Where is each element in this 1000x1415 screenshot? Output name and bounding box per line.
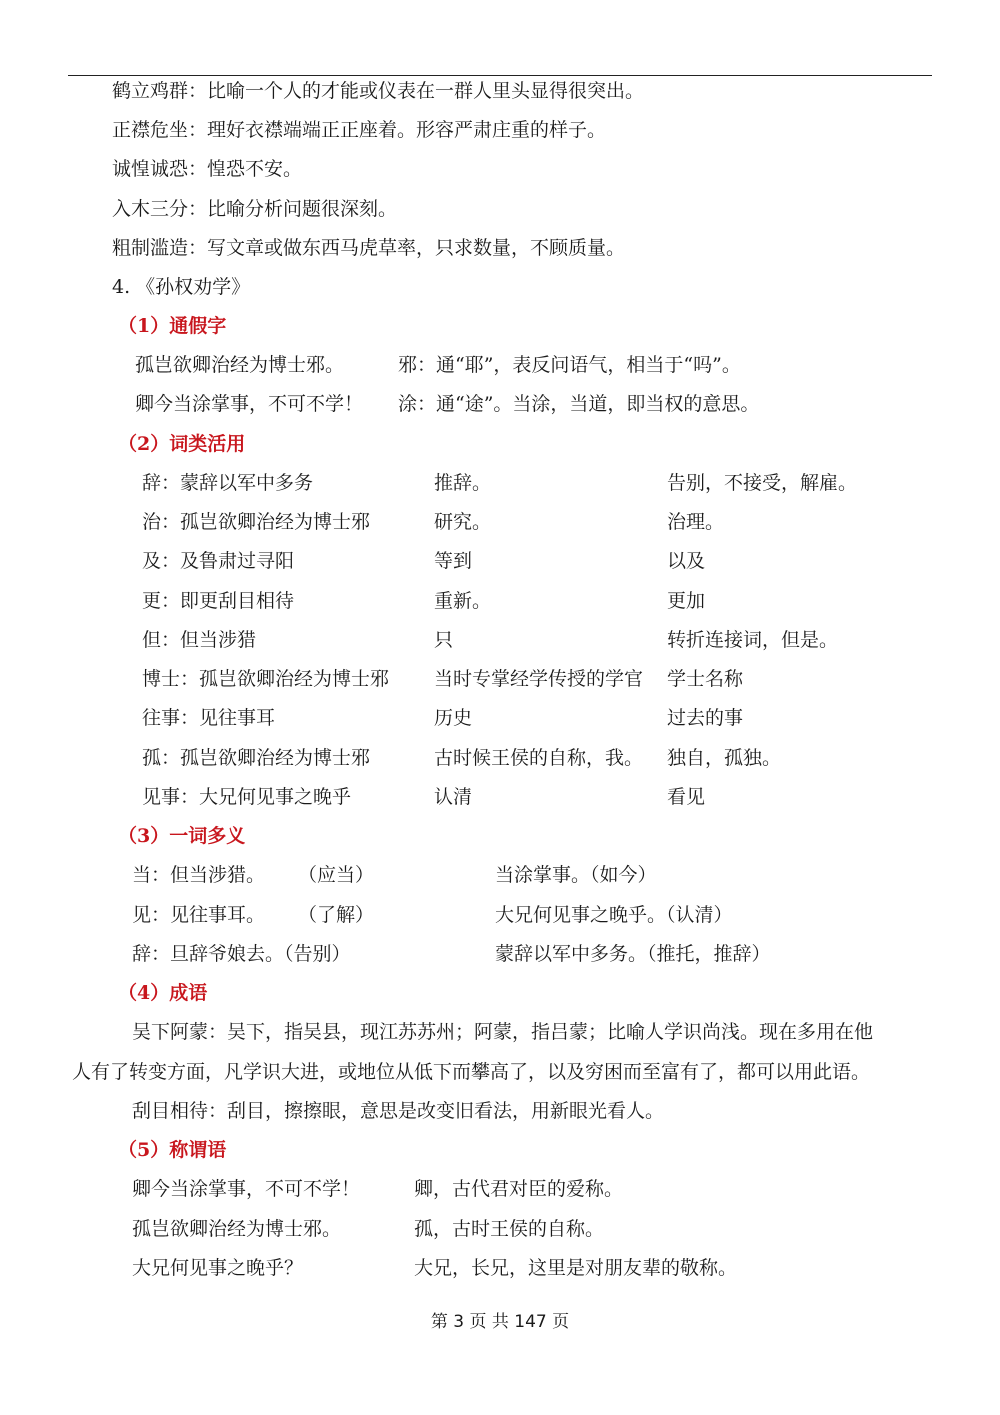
cilei-meaning-old: 转折连接词，但是。 <box>667 629 839 651</box>
idiom-line: 鹤立鸡群：比喻一个人的才能或仪表在一群人里头显得很突出。 <box>112 80 645 102</box>
chengyu-line: 吴下阿蒙：吴下，指吴县，现江苏苏州；阿蒙，指吕蒙；比喻人学识尚浅。现在多用在他 <box>132 1021 874 1043</box>
cilei-meaning-now: 研究。 <box>434 511 492 533</box>
cilei-word: 及：及鲁肃过寻阳 <box>142 550 295 572</box>
cilei-meaning-old: 治理。 <box>667 511 725 533</box>
heading-tongjia: （1）通假字 <box>118 315 227 337</box>
cilei-meaning-old: 看见 <box>667 786 706 808</box>
yici-example-b: 当涂掌事。（如今） <box>495 864 657 886</box>
cilei-meaning-now: 只 <box>434 629 454 651</box>
cilei-meaning-now: 等到 <box>434 550 473 572</box>
yici-example: 辞：旦辞爷娘去。（告别） <box>132 943 351 965</box>
cilei-meaning-old: 以及 <box>667 550 706 572</box>
section-title: 4. 《孙权劝学》 <box>112 276 251 298</box>
idiom-line: 入木三分：比喻分析问题很深刻。 <box>112 198 398 220</box>
cilei-word: 治：孤岂欲卿治经为博士邪 <box>142 511 371 533</box>
cilei-meaning-now: 历史 <box>434 707 473 729</box>
heading-cilei: （2）词类活用 <box>118 433 246 455</box>
chengyu-line: 刮目相待：刮目，擦擦眼，意思是改变旧看法，用新眼光看人。 <box>132 1100 665 1122</box>
heading-chengwei: （5）称谓语 <box>118 1139 227 1161</box>
yici-example: 见：见往事耳。 <box>132 904 266 926</box>
tongjia-note: 邪：通“耶”，表反问语气，相当于“吗”。 <box>398 354 741 376</box>
cilei-meaning-old: 独自，孤独。 <box>667 747 782 769</box>
cilei-word: 更：即更刮目相待 <box>142 590 295 612</box>
yici-example-b: 大兄何见事之晚乎。（认清） <box>495 904 733 926</box>
cilei-meaning-now: 重新。 <box>434 590 492 612</box>
header-rule <box>68 75 932 76</box>
yici-example-b: 蒙辞以军中多务。（推托，推辞） <box>495 943 771 965</box>
cilei-meaning-now: 推辞。 <box>434 472 492 494</box>
tongjia-sentence: 卿今当涂掌事，不可不学！ <box>135 393 364 415</box>
cilei-word: 往事：见往事耳 <box>142 707 276 729</box>
tongjia-sentence: 孤岂欲卿治经为博士邪。 <box>135 354 345 376</box>
heading-chengyu: （4）成语 <box>118 982 208 1004</box>
cilei-word: 孤：孤岂欲卿治经为博士邪 <box>142 747 371 769</box>
cilei-word: 博士：孤岂欲卿治经为博士邪 <box>142 668 390 690</box>
cilei-meaning-old: 告别，不接受，解雇。 <box>667 472 858 494</box>
cilei-word: 但：但当涉猎 <box>142 629 257 651</box>
chengwei-sentence: 卿今当涂掌事，不可不学！ <box>132 1178 361 1200</box>
page-number: 第 3 页 共 147 页 <box>430 1312 570 1332</box>
heading-yici: （3）一词多义 <box>118 825 246 847</box>
cilei-meaning-now: 古时候王侯的自称，我。 <box>434 747 644 769</box>
chengwei-sentence: 大兄何见事之晚乎？ <box>132 1257 304 1279</box>
cilei-meaning-old: 更加 <box>667 590 706 612</box>
tongjia-note: 涂：通“途”。当涂，当道，即当权的意思。 <box>398 393 760 415</box>
yici-example: 当：但当涉猎。 <box>132 864 266 886</box>
cilei-word: 辞：蒙辞以军中多务 <box>142 472 314 494</box>
idiom-line: 粗制滥造：写文章或做东西马虎草率，只求数量，不顾质量。 <box>112 237 626 259</box>
cilei-meaning-old: 过去的事 <box>667 707 744 729</box>
chengyu-line: 人有了转变方面，凡学识大进，或地位从低下而攀高了，以及穷困而至富有了，都可以用此语。 <box>72 1061 871 1083</box>
idiom-line: 正襟危坐：理好衣襟端端正正座着。形容严肃庄重的样子。 <box>112 119 607 141</box>
yici-meaning: （应当） <box>298 864 375 886</box>
chengwei-note: 卿，古代君对臣的爱称。 <box>414 1178 624 1200</box>
yici-meaning: （了解） <box>298 904 375 926</box>
idiom-line: 诚惶诚恐：惶恐不安。 <box>112 158 303 180</box>
chengwei-note: 大兄，长兄，这里是对朋友辈的敬称。 <box>414 1257 738 1279</box>
chengwei-note: 孤，古时王侯的自称。 <box>414 1218 605 1240</box>
cilei-meaning-now: 认清 <box>434 786 473 808</box>
chengwei-sentence: 孤岂欲卿治经为博士邪。 <box>132 1218 342 1240</box>
cilei-word: 见事：大兄何见事之晚乎 <box>142 786 352 808</box>
cilei-meaning-old: 学士名称 <box>667 668 744 690</box>
cilei-meaning-now: 当时专掌经学传授的学官 <box>434 668 644 690</box>
